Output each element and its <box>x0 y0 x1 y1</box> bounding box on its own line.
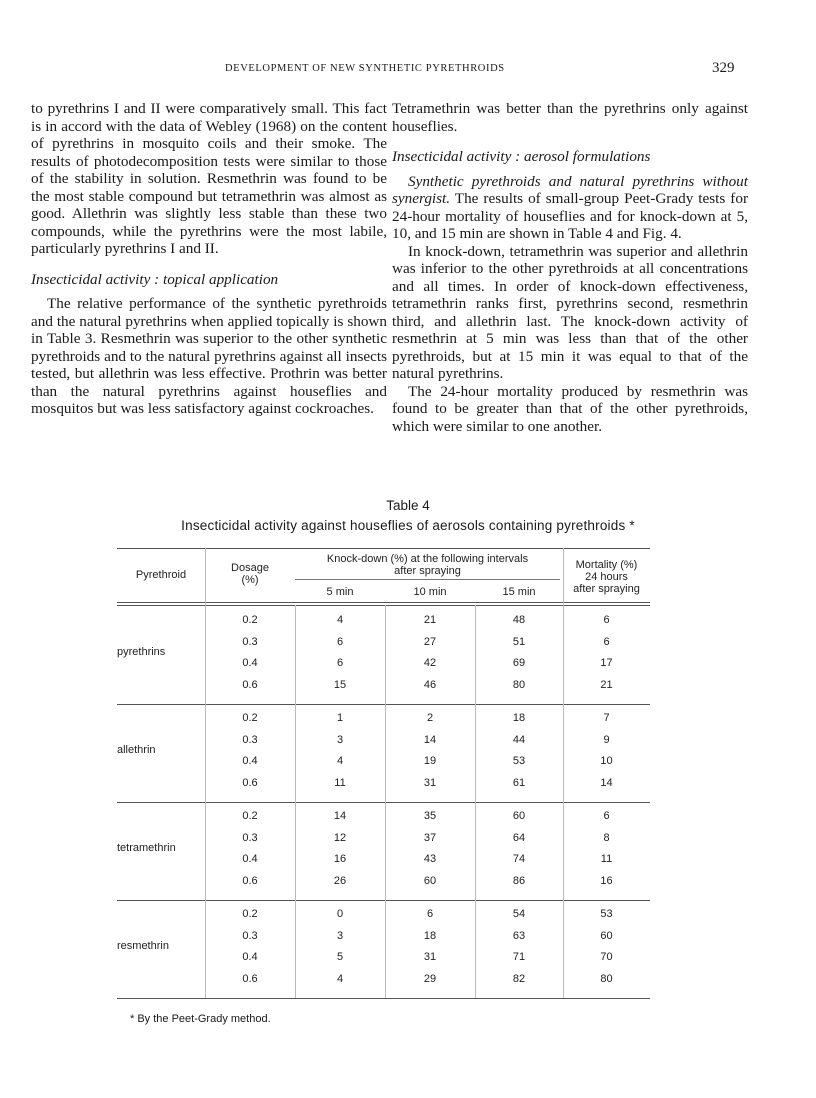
row-group-label: pyrethrins <box>117 646 166 659</box>
table-cell-kd10: 2 <box>426 712 434 724</box>
table-cell-kd15: 82 <box>512 972 526 985</box>
table-cell-mortality: 7 <box>603 712 610 724</box>
table-cell-dosage: 0.4 <box>242 755 258 767</box>
table-cell-mortality: 16 <box>600 874 613 887</box>
table-cell-kd5: 26 <box>333 874 347 887</box>
table-cell-dosage: 0.4 <box>242 657 258 669</box>
table-cell-kd10: 31 <box>423 951 437 963</box>
table-cell-dosage: 0.4 <box>242 853 258 865</box>
table-cell-kd10: 37 <box>423 831 437 844</box>
table-cell-kd15: 60 <box>512 810 526 822</box>
header-knockdown-line1: Knock-down (%) at the following intervals <box>326 553 529 565</box>
row-group-label: resmethrin <box>117 940 169 953</box>
table-cell-dosage: 0.6 <box>242 678 258 691</box>
table-cell-dosage: 0.6 <box>242 874 258 887</box>
page-number: 329 <box>712 60 735 76</box>
table-cell-kd5: 4 <box>336 614 344 626</box>
header-15min: 15 min <box>502 586 536 598</box>
table-cell-kd15: 44 <box>512 733 526 746</box>
table-cell-mortality: 6 <box>603 614 610 626</box>
table-cell-mortality: 21 <box>600 678 613 691</box>
header-mortality-line2: 24 hours <box>585 571 628 583</box>
table-cell-kd10: 19 <box>423 755 437 767</box>
table-cell-dosage: 0.2 <box>242 712 258 724</box>
table-cell-mortality: 8 <box>603 831 610 844</box>
table-cell-mortality: 10 <box>600 755 613 767</box>
table-cell-mortality: 60 <box>600 929 613 942</box>
table-cell-kd5: 12 <box>333 831 347 844</box>
table-cell-kd15: 64 <box>512 831 526 844</box>
header-dosage-line2: (%) <box>241 574 259 586</box>
table-cell-kd5: 16 <box>333 853 347 865</box>
table-bottom-rule <box>117 998 650 999</box>
row-group-label: allethrin <box>117 744 156 757</box>
right-column <box>392 100 748 435</box>
header-10min: 10 min <box>413 586 447 598</box>
table-cell-kd10: 42 <box>423 657 437 669</box>
paragraph: The 24-hour mortality produced by resmethrin was found to be greater than that of the other pyrethroids, which were similar to one another. <box>392 382 748 435</box>
table-cell-kd5: 5 <box>336 951 344 963</box>
paragraph: In knock-down, tetramethrin was superior and allethrin was inferior to the other pyrethroids at all concentrations and all times. In order of knock-down effectiveness, tetramethrin ranks first, pyrethrins second, resmethrin third, and allethrin last. The knock-down activity of resmethrin at 5 min was less than that of the other pyrethroids, but at 15 min it was equal to that of the natural pyrethrins. <box>392 242 748 382</box>
table-cell-kd15: 54 <box>512 908 526 920</box>
table-cell-mortality: 9 <box>603 733 610 746</box>
table-cell-kd5: 6 <box>336 657 344 669</box>
table-cell-kd10: 43 <box>423 853 437 865</box>
header-knockdown <box>295 553 560 577</box>
table-cell-mortality: 14 <box>600 776 613 789</box>
header-mortality-line1: Mortality (%) <box>575 559 638 571</box>
row-group-label: tetramethrin <box>117 842 176 855</box>
header-rule-2 <box>117 605 650 606</box>
table-cell-kd10: 35 <box>423 810 437 822</box>
header-knockdown-line2: after spraying <box>394 565 461 577</box>
table-cell-kd15: 63 <box>512 929 526 942</box>
header-mortality <box>563 559 650 595</box>
table-cell-kd10: 21 <box>423 614 437 626</box>
table-cell-kd15: 74 <box>512 853 526 865</box>
running-head <box>0 60 816 83</box>
running-title: DEVELOPMENT OF NEW SYNTHETIC PYRETHROIDS <box>225 63 505 74</box>
table-cell-dosage: 0.4 <box>242 951 258 963</box>
table-cell-dosage: 0.2 <box>242 614 258 626</box>
table-cell-kd10: 46 <box>423 678 437 691</box>
table-top-rule <box>117 548 650 549</box>
table-cell-kd15: 51 <box>512 635 526 648</box>
table-cell-kd5: 3 <box>336 929 344 942</box>
table-cell-mortality: 70 <box>600 951 613 963</box>
paragraph: Tetramethrin was better than the pyrethrins only against houseflies. <box>392 100 748 135</box>
table-cell-kd10: 6 <box>426 908 434 920</box>
table-cell-kd5: 4 <box>336 755 344 767</box>
table-cell-kd5: 11 <box>334 776 346 789</box>
table-cell-kd5: 1 <box>336 712 344 724</box>
table-cell-dosage: 0.6 <box>242 776 258 789</box>
table-cell-kd15: 48 <box>512 614 526 626</box>
paragraph: to pyrethrins I and II were comparatively small. This fact is in accord with the data of Webley (1968) on the content of pyrethrins in mosquito coils and their smoke. The results of photodecomposition tests were similar to those of the stability in solution. Resmethrin was found to be the most stable compound but tetramethrin was almost as good. Allethrin was slightly less stable than these two compounds, while the pyrethrins were the most labile, particularly pyrethrins I and II. <box>31 100 387 257</box>
table-title: Insecticidal activity against houseflies of aerosols containing pyrethroids * <box>181 518 635 533</box>
table-cell-kd15: 71 <box>512 951 526 963</box>
header-5min: 5 min <box>326 586 354 598</box>
table-cell-kd15: 53 <box>512 755 526 767</box>
section-heading: Insecticidal activity : topical application <box>31 270 279 288</box>
table-cell-kd5: 3 <box>336 733 344 746</box>
table-cell-kd15: 86 <box>512 874 526 887</box>
group-rule <box>117 900 650 901</box>
table-cell-kd10: 27 <box>423 635 437 648</box>
table-cell-mortality: 11 <box>600 853 613 865</box>
table-cell-dosage: 0.3 <box>242 929 258 942</box>
paragraph <box>392 173 748 243</box>
table-cell-kd10: 29 <box>423 972 437 985</box>
group-rule <box>117 802 650 803</box>
header-rule-1 <box>117 602 650 603</box>
table-cell-kd5: 0 <box>336 908 344 920</box>
table-cell-kd15: 80 <box>512 678 526 691</box>
table-cell-kd15: 69 <box>512 657 526 669</box>
left-column <box>31 100 387 418</box>
table-cell-kd10: 18 <box>423 929 437 942</box>
table-cell-kd5: 4 <box>336 972 344 985</box>
header-dosage <box>205 562 295 586</box>
table-cell-kd5: 6 <box>336 635 344 648</box>
table-cell-kd15: 18 <box>512 712 526 724</box>
table-number: Table 4 <box>386 498 430 513</box>
knockdown-subrule <box>295 579 560 580</box>
header-pyrethroid: Pyrethroid <box>135 569 187 581</box>
header-mortality-line3: after spraying <box>573 583 640 595</box>
table-cell-dosage: 0.2 <box>242 810 258 822</box>
header-dosage-line1: Dosage <box>231 562 269 574</box>
table-cell-kd10: 14 <box>423 733 437 746</box>
section-heading: Insecticidal activity : aerosol formulations <box>392 148 651 165</box>
table-cell-dosage: 0.3 <box>242 831 258 844</box>
table-cell-kd15: 61 <box>512 776 526 789</box>
table-cell-dosage: 0.3 <box>242 635 258 648</box>
table-cell-kd5: 15 <box>333 678 347 691</box>
table-cell-mortality: 80 <box>600 972 613 985</box>
table-cell-mortality: 6 <box>603 635 610 648</box>
table-cell-mortality: 17 <box>600 657 613 669</box>
paragraph-body: The results of small-group Peet-Grady tests for 24-hour mortality of houseflies and for knock-down at 5, 10, and 15 min are shown in Table 4 and Fig. 4. <box>392 190 748 242</box>
paragraph: The relative performance of the synthetic pyrethroids and the natural pyrethrins when applied topically is shown in Table 3. Resmethrin was superior to the other synthetic pyrethroids and to the natural pyrethrins against all insects tested, but allethrin was less effective. Prothrin was better than the natural pyrethrins against houseflies and mosquitos but was less satisfactory against cockroaches. <box>31 295 387 417</box>
table-cell-kd10: 31 <box>423 776 437 789</box>
table-cell-kd5: 14 <box>333 810 347 822</box>
table-cell-dosage: 0.3 <box>242 733 258 746</box>
table-cell-dosage: 0.6 <box>242 972 258 985</box>
table-cell-kd10: 60 <box>423 874 437 887</box>
table-cell-mortality: 53 <box>600 908 613 920</box>
paragraph-lead: Synthetic pyrethroids and natural pyrethrins without synergist. <box>392 172 748 207</box>
table-cell-dosage: 0.2 <box>242 908 258 920</box>
table-cell-mortality: 6 <box>603 810 610 822</box>
table-footnote: * By the Peet-Grady method. <box>130 1013 271 1025</box>
group-rule <box>117 704 650 705</box>
